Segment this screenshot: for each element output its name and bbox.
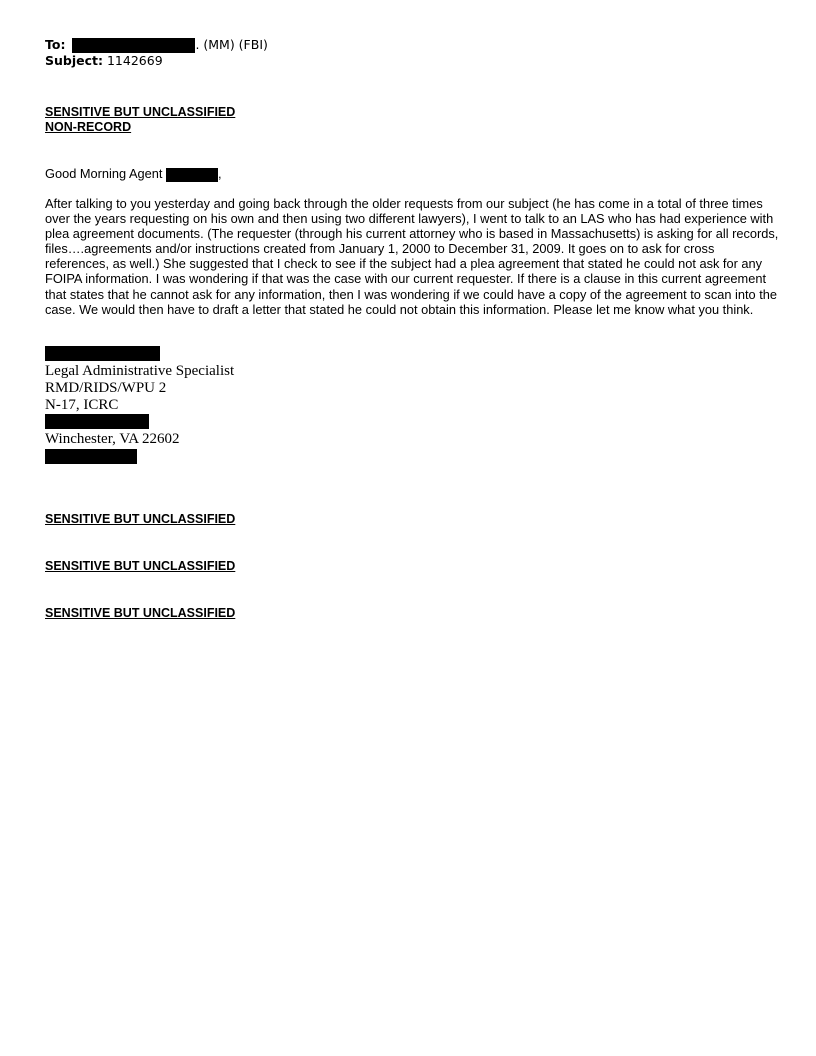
redacted-agent-name xyxy=(166,168,218,182)
greeting-comma: , xyxy=(217,166,222,181)
classification-banner-top: SENSITIVE BUT UNCLASSIFIED xyxy=(45,105,236,119)
sender-city: Winchester, VA 22602 xyxy=(45,431,180,447)
sender-unit: RMD/RIDS/WPU 2 xyxy=(45,380,167,396)
subject-line xyxy=(45,53,163,69)
greeting xyxy=(45,166,222,182)
classification-banner-bottom-3: SENSITIVE BUT UNCLASSIFIED xyxy=(45,606,236,620)
record-status-banner: NON-RECORD xyxy=(45,120,132,134)
to-line xyxy=(45,37,268,53)
greeting-text: Good Morning Agent xyxy=(45,166,166,181)
redacted-sender-name xyxy=(45,346,160,361)
redacted-recipient xyxy=(72,38,195,53)
sender-title: Legal Administrative Specialist xyxy=(45,363,235,379)
subject-value: 1142669 xyxy=(106,53,163,68)
classification-banner-bottom-1: SENSITIVE BUT UNCLASSIFIED xyxy=(45,512,236,526)
subject-label: Subject: xyxy=(45,53,103,68)
redacted-phone xyxy=(45,449,137,464)
classification-banner-bottom-2: SENSITIVE BUT UNCLASSIFIED xyxy=(45,559,236,573)
sender-location: N-17, ICRC xyxy=(45,397,119,413)
redacted-address xyxy=(45,414,149,429)
to-suffix: . (MM) (FBI) xyxy=(195,37,268,52)
to-label: To: xyxy=(45,37,66,52)
message-body: After talking to you yesterday and going back through the older requests from our subject (he has come in a total of three times over the years requesting on his own and then using two different lawyers), I went to talk to an LAS who has had experience with plea agreement documents. (The requester (through his current attorney who is based in Massachusetts) is asking for all records, files….agreements and/or instructions created from January 1, 2000 to December 31, 2009. It goes on to ask for cross references, as well.) She suggested that I check to see if the subject had a plea agreement that stated he could not ask for any FOIPA information. I was wondering if that was the case with our current requester. If there is a clause in this current agreement that states that he cannot ask for any information, then I was wondering if we could have a copy of the agreement to scan into the case. We would then have to draft a letter that stated he could not obtain this information. Please let me know what you think. xyxy=(45,196,779,317)
